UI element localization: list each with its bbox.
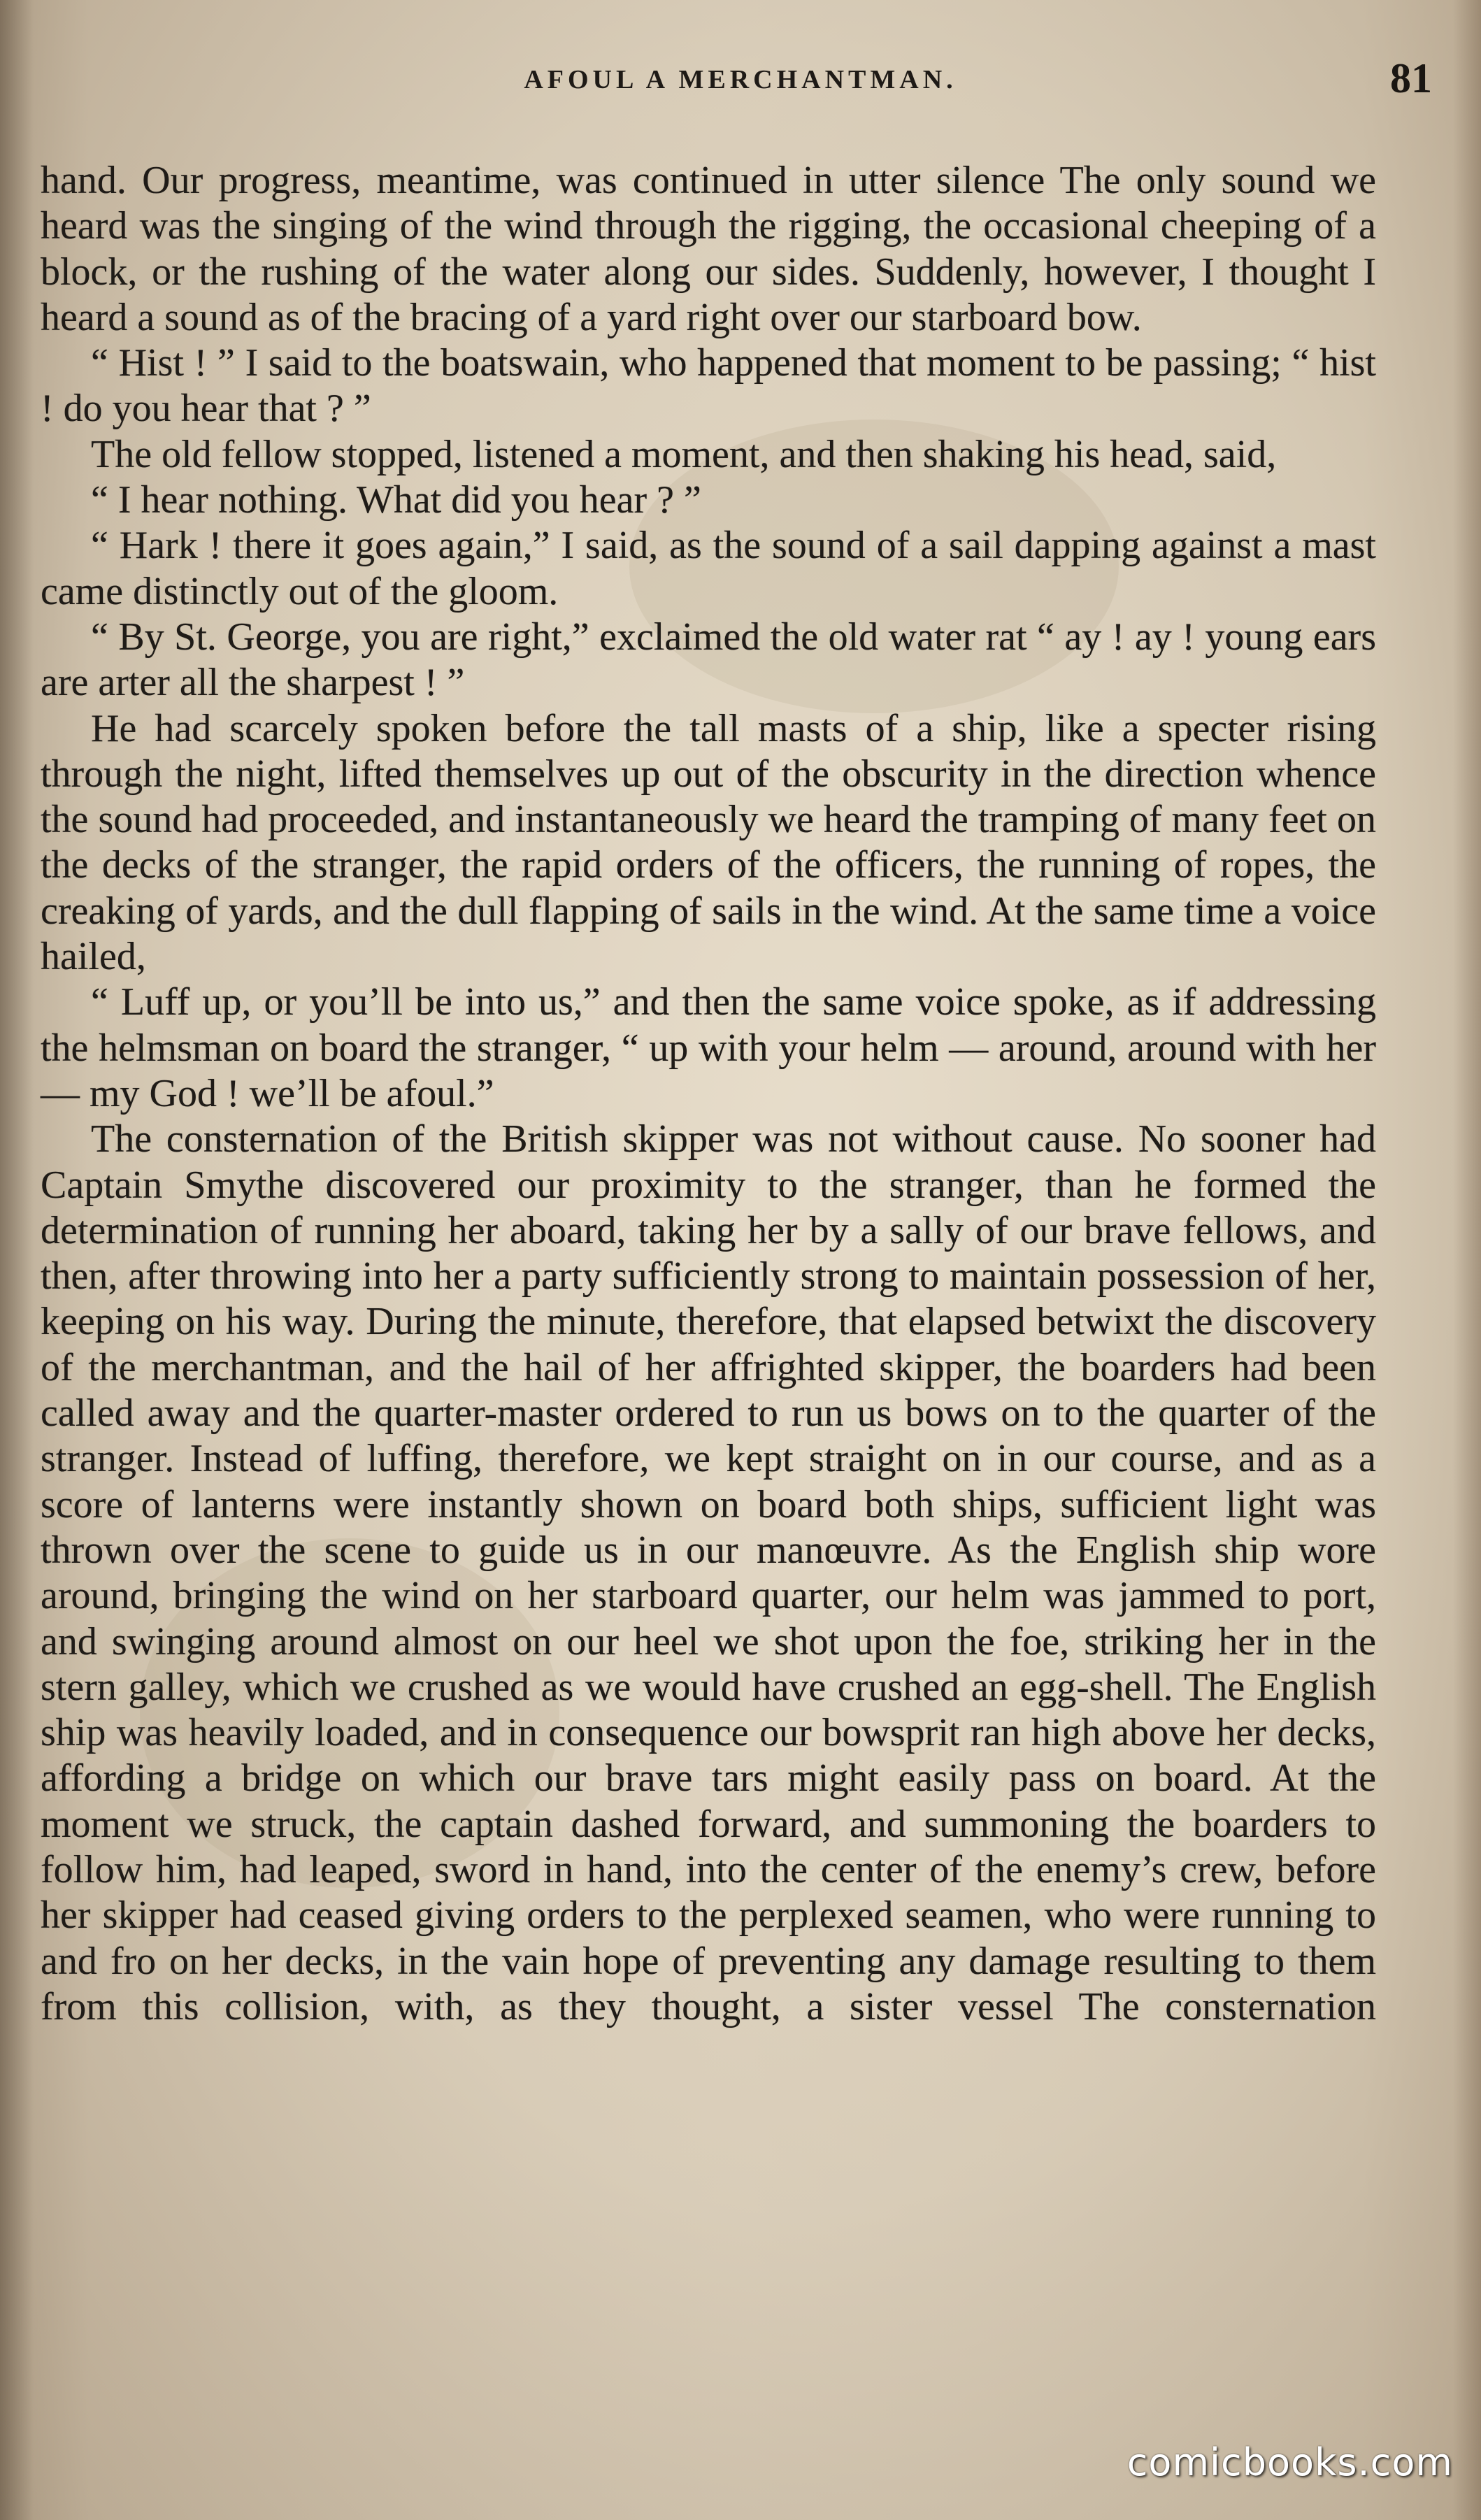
paragraph: “ By St. George, you are right,” exclaimed the old water rat “ ay ! ay ! young ears are arter all the sharpest ! ” <box>41 615 1376 705</box>
watermark: comicbooks.com <box>1126 2440 1453 2484</box>
running-head: AFOUL A MERCHANTMAN. <box>524 65 957 94</box>
paragraph: The consternation of the British skipper was not without cause. No sooner had Captain Smythe discovered our proximity to the stranger, than he formed the determination of running her aboard, taking her by a sally of our brave fellows, and then, after throwing into her a party sufficiently strong to maintain possession of her, keeping on his way. During the minute, therefore, that elapsed betwixt the discovery of the merchantman, and the hail of her affrighted skipper, the boarders had been called away and the quarter-master ordered to run us bows on to the quarter of the stranger. Instead of luffing, therefore, we kept straight on in our course, and as a score of lanterns were instantly shown on board both ships, sufficient light was thrown over the scene to guide us in our manœuvre. As the English ship wore around, bringing the wind on her starboard quarter, our helm was jammed to port, and swinging around almost on our heel we shot upon the foe, striking her in the stern galley, which we crushed as we would have crushed an egg-shell. The English ship was heavily loaded, and in consequence our bowsprit ran high above her decks, affording a bridge on which our brave tars might easily pass on board. At the moment we struck, the captain dashed forward, and summoning the boarders to follow him, had leaped, sword in hand, into the center of the enemy’s crew, before her skipper had ceased giving orders to the perplexed seamen, who were running to and fro on her decks, in the vain hope of preventing any damage resulting to them from this collision, with, as they thought, a sister vessel The consternation <box>41 1117 1376 2028</box>
page-edge-shadow <box>0 0 34 2520</box>
paragraph: “ Hark ! there it goes again,” I said, as the sound of a sail dapping against a mast came distinctly out of the gloom. <box>41 524 1376 613</box>
page-number: 81 <box>1390 55 1432 101</box>
paragraph: hand. Our progress, meantime, was continued in utter silence The only sound we heard was the singing of the wind through the rigging, the occasional cheeping of a block, or the rushing of the water along our sides. Suddenly, however, I thought I heard a sound as of the bracing of a yard right over our starboard bow. <box>41 159 1376 339</box>
paragraph: He had scarcely spoken before the tall masts of a ship, like a specter rising through the night, lifted themselves up out of the obscurity in the direction whence the sound had proceeded, and instantaneously we heard the tramping of many feet on the decks of the stranger, the rapid orders of the officers, the running of ropes, the creaking of yards, and the dull flapping of sails in the wind. At the same time a voice hailed, <box>41 706 1376 979</box>
paragraph: “ Hist ! ” I said to the boatswain, who happened that moment to be passing; “ hist ! do you hear that ? ” <box>41 341 1376 431</box>
paragraph: The old fellow stopped, listened a moment, and then shaking his head, said, <box>91 432 1277 476</box>
page-edge-shadow <box>1453 0 1481 2520</box>
paragraph: “ Luff up, or you’ll be into us,” and then the same voice spoke, as if addressing the helmsman on board the stranger, “ up with your helm — around, around with her — my God ! we’ll be afoul.” <box>41 980 1376 1115</box>
body-text <box>41 158 1376 2030</box>
paragraph: “ I hear nothing. What did you hear ? ” <box>91 478 701 522</box>
page-header <box>42 55 1439 110</box>
